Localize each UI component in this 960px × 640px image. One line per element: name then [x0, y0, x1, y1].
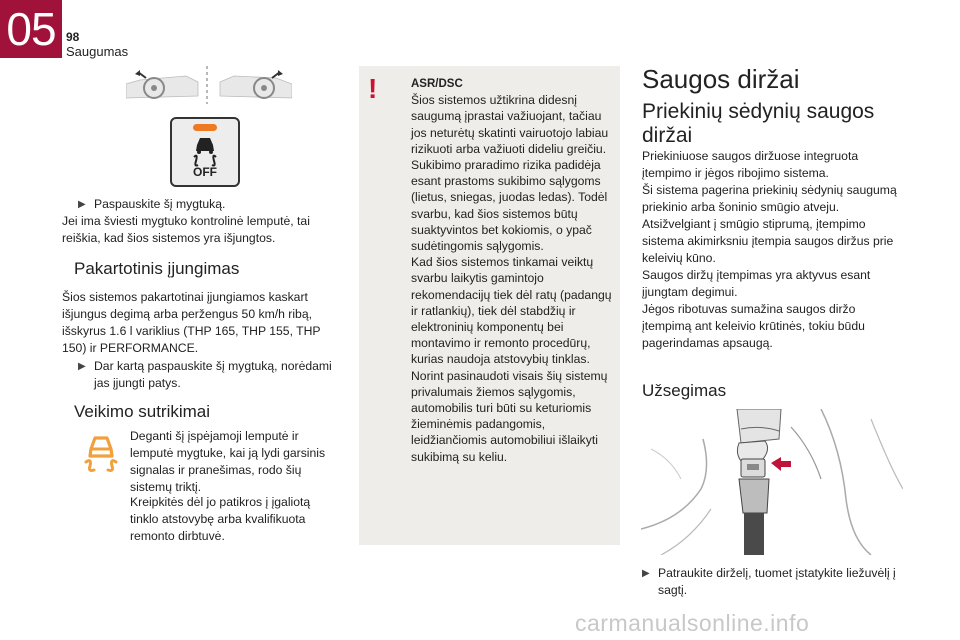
bullet-text: Paspauskite šį mygtuką. — [94, 197, 226, 211]
bullet-press-button — [78, 196, 340, 213]
heading-malfunction: Veikimo sutrikimai — [74, 402, 211, 421]
bullet-arrow-icon: ▶ — [78, 199, 86, 210]
bullet-arrow-icon: ▶ — [78, 361, 86, 372]
heading-reactivation: Pakartotinis įjungimas — [74, 259, 240, 278]
paragraph-reactivation: Šios sistemos pakartotinai įjungiamos kaskart išjungus degimą arba peržengus 50 km/h ribą, išskyrus 1.6 l variklius (THP 165, THP 155, THP 150) ir PERFORMANCE. — [62, 290, 321, 355]
warning-exclamation-icon: ! — [368, 73, 378, 104]
bullet-arrow-icon: ▶ — [642, 568, 650, 579]
asr-dsc-note — [411, 76, 615, 465]
paragraph-warning-light: Deganti šį įspėjamoji lemputė ir lemputė mygtuke, kai ją lydi garsinis signalas ir pranešimas, rodo šių sistemų triktį. — [130, 429, 326, 494]
asr-dsc-title: ASR/DSC — [411, 78, 463, 90]
seat-belt-buckle-illustration — [641, 409, 903, 555]
off-label: OFF — [193, 165, 217, 179]
bullet-press-again — [78, 358, 340, 392]
heading-fastening: Užsegimas — [642, 381, 727, 400]
bullet-fasten-belt — [642, 565, 904, 599]
illustration-divider — [206, 66, 208, 104]
esp-off-button-illustration — [170, 117, 240, 187]
subtitle-front-belts: Priekinių sėdynių saugos diržai — [642, 100, 875, 147]
page-number: 98 — [66, 30, 80, 44]
paragraph-pretensioners: Priekiniuose saugos diržuose integruota įtempimo ir jėgos ribojimo sistema. Ši sistema pagerina priekinių sėdynių saugumą priekinio arba šoninio smūgio atveju. Atsižvelgiant į smūgio stiprumą, įtempimo sistema akimirksniu įtempia saugos diržus prie keleivių kūno. Saugos diržų įtempimas yra aktyvus esant įjungtam degimui. Jėgos ribotuvas sumažina saugos diržo įtempimą ant keleivio krūtinės, tokiu būdu pagerindamas apsaugą. — [642, 149, 897, 350]
paragraph-contact-dealer: Kreipkitės dėl jo patikros į įgaliotą tinklo atstovybę arba kvalifikuota remonto dirbtuvė. — [130, 495, 311, 543]
chapter-tab: 05 — [0, 0, 62, 58]
asr-dsc-body: Šios sistemos užtikrina didesnį saugumą įprastai važiuojant, tačiau jos neturėtų skatinti vairuotojo labiau rizikuoti arba važiuoti dideliu greičiu. Sukibimo praradimo rizika padidėja esant prastoms sukibimo sąlygoms (lietus, sniegas, juodas ledas). Todėl svarbu, kad šios sistemos būtų suaktyvintos bet kokiomis, o ypač sudėtingomis sąlygomis. Kad šios sistemos tinkamai veiktų svarbu laikytis gamintojo rekomendacijų tiek dėl ratų (padangų ir ratlankių), tiek dėl stabdžių ir elektroninių komponentų bei montavimo ir remonto procedūrų, kurias naudoja atstovybių tinklas. Norint pasinaudoti visais šių sistemų privalumais žiemos sąlygomis, automobilis turi būti su keturiomis žieminėmis padangomis, leidžiančiomis automobiliui išlaikyti sukibimą su keliu. — [411, 93, 612, 464]
car-steering-illustration — [126, 66, 292, 106]
paragraph-led-meaning: Jei ima šviesti mygtuko kontrolinė lemputė, tai reiškia, kad šios sistemos yra išjungtos. — [62, 214, 310, 245]
page-title-seat-belts: Saugos diržai — [642, 64, 800, 94]
bullet-text: Patraukite dirželį, tuomet įstatykite liežuvėlį į sagtį. — [658, 566, 896, 597]
bullet-text: Dar kartą paspauskite šį mygtuką, norėdami jas įjungti patys. — [94, 359, 332, 390]
watermark: carmanualsonline.info — [575, 610, 810, 636]
skid-warning-icon — [82, 432, 120, 474]
section-name: Saugumas — [66, 44, 129, 59]
